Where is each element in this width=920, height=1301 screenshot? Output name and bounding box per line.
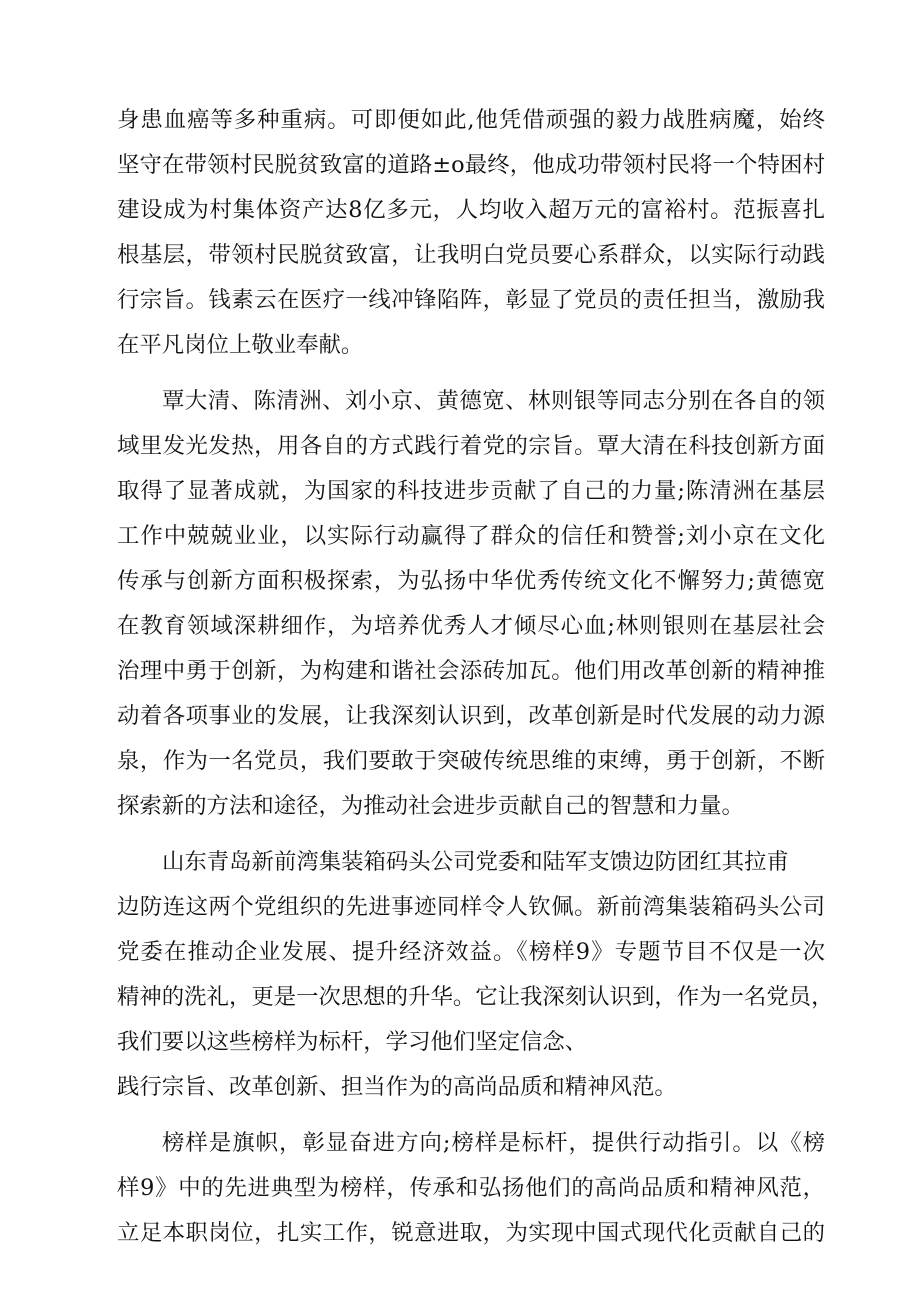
paragraph-2-line-8: 动着各项事业的发展，让我深刻认识到，改革创新是时代发展的动力源: [117, 703, 825, 729]
paragraph-3-line-4: 精神的洗礼，更是一次思想的升华。它让我深刻认识到，作为一名党员，: [117, 984, 834, 1010]
paragraph-2-line-9: 泉，作为一名党员，我们要敢于突破传统思维的束缚，勇于创新，不断: [117, 748, 825, 774]
paragraph-2-line-3: 取得了显著成就，为国家的科技进步贡献了自己的力量;陈清洲在基层: [117, 478, 825, 504]
paragraph-3-line-3: 党委在推动企业发展、提升经济效益。《榜样9》专题节目不仅是一次: [117, 939, 825, 965]
document-body: [117, 98, 834, 1256]
paragraph-1-line-5: 行宗旨。钱素云在医疗一线冲锋陷阵，彰显了党员的责任担当，激励我: [117, 287, 825, 313]
paragraph-spacing: [117, 368, 825, 379]
paragraph-2-line-7: 治理中勇于创新，为构建和谐社会添砖加瓦。他们用改革创新的精神推: [117, 658, 825, 684]
paragraph-2-line-4: 工作中兢兢业业，以实际行动赢得了群众的信任和赞誉;刘小京在文化: [117, 523, 825, 549]
paragraph-3-line-1: 山东青岛新前湾集装箱码头公司党委和陆军支馈边防团红其拉甫: [162, 849, 789, 875]
paragraph-2-line-10: 探索新的方法和途径，为推动社会进步贡献自己的智慧和力量。: [117, 793, 744, 819]
paragraph-2-line-1: 覃大清、陈清洲、刘小京、黄德宽、林则银等同志分别在各自的领: [162, 388, 825, 414]
paragraph-1-line-4: 根基层，带领村民脱贫致富，让我明白党员要心系群众，以实际行动践: [117, 242, 825, 268]
paragraph-4-line-1: 榜样是旗帜，彰显奋进方向;榜样是标杆，提供行动指引。以《榜: [162, 1130, 825, 1156]
paragraph-2-line-5: 传承与创新方面积极探索，为弘扬中华优秀传统文化不懈努力;黄德宽: [117, 568, 825, 594]
paragraph-spacing: [117, 1110, 825, 1121]
paragraph-3-line-2: 边防连这两个党组织的先进事迹同样令人钦佩。新前湾集装箱码头公司: [117, 894, 825, 920]
paragraph-2-line-2: 域里发光发热，用各自的方式践行着党的宗旨。覃大清在科技创新方面: [117, 433, 825, 459]
paragraph-4-line-2: 样9》中的先进典型为榜样，传承和弘扬他们的高尚品质和精神风范，: [117, 1175, 825, 1201]
paragraph-3-line-6: 践行宗旨、改革创新、担当作为的高尚品质和精神风范。: [117, 1074, 677, 1100]
paragraph-1-line-6: 在平凡岗位上敬业奉献。: [117, 332, 364, 358]
paragraph-3-line-5: 我们要以这些榜样为标杆，学习他们坚定信念、: [117, 1029, 588, 1055]
paragraph-1-line-1: 身患血癌等多种重病。可即便如此,他凭借顽强的毅力战胜病魔，始终: [117, 107, 825, 133]
paragraph-spacing: [117, 829, 825, 840]
paragraph-1-line-2: 坚守在带领村民脱贫致富的道路±o最终，他成功带领村民将一个特困村: [117, 152, 825, 178]
paragraph-1-line-3: 建设成为村集体资产达8亿多元，人均收入超万元的富裕村。范振喜扎: [117, 197, 825, 223]
paragraph-2-line-6: 在教育领域深耕细作，为培养优秀人才倾尽心血;林则银则在基层社会: [117, 613, 825, 639]
paragraph-4-line-3: 立足本职岗位，扎实工作，锐意进取，为实现中国式现代化贡献自己的: [117, 1220, 825, 1246]
